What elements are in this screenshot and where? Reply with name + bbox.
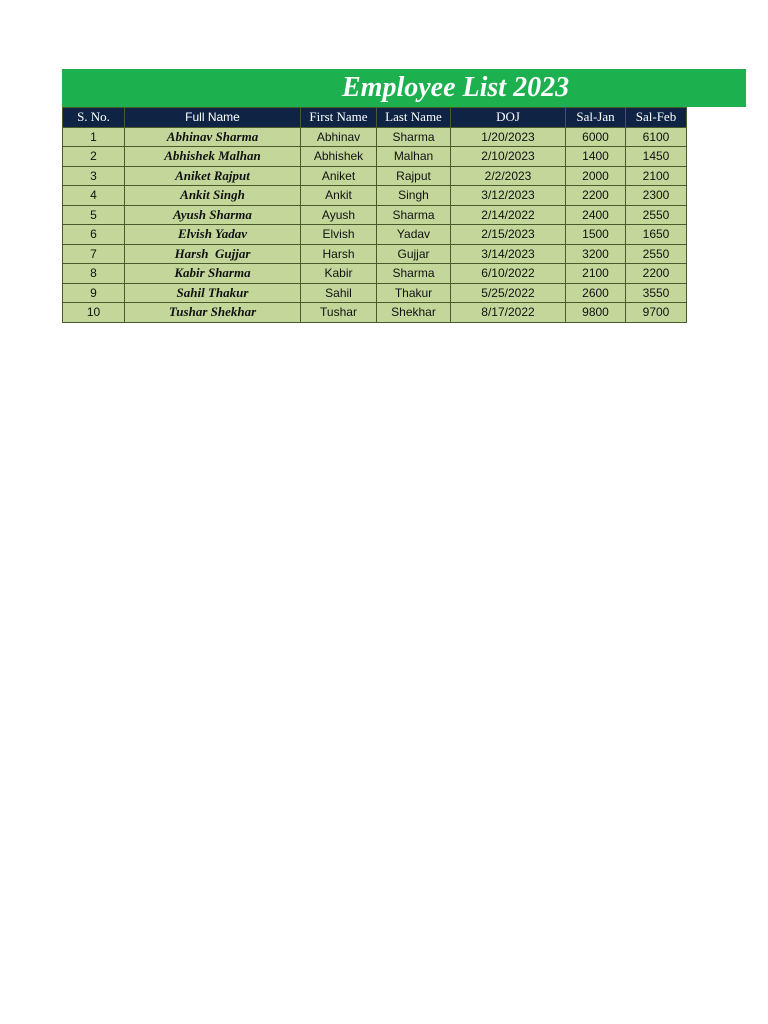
cell-sal-feb[interactable]: 2100 xyxy=(626,166,687,186)
spreadsheet xyxy=(62,69,746,323)
cell-full-name[interactable]: Tushar Shekhar xyxy=(125,303,301,323)
cell-sal-feb[interactable]: 1450 xyxy=(626,147,687,167)
cell-doj[interactable]: 3/12/2023 xyxy=(451,186,566,206)
header-row xyxy=(63,108,687,128)
table-row xyxy=(63,147,687,167)
cell-first-name[interactable]: Tushar xyxy=(301,303,377,323)
cell-full-name[interactable]: Elvish Yadav xyxy=(125,225,301,245)
employee-table xyxy=(62,107,687,323)
cell-full-name[interactable]: Kabir Sharma xyxy=(125,264,301,284)
header-sal-jan[interactable]: Sal-Jan xyxy=(566,108,626,128)
cell-full-name[interactable]: Sahil Thakur xyxy=(125,283,301,303)
cell-sal-feb[interactable]: 9700 xyxy=(626,303,687,323)
header-sno[interactable]: S. No. xyxy=(63,108,125,128)
cell-doj[interactable]: 2/14/2022 xyxy=(451,205,566,225)
cell-doj[interactable]: 3/14/2023 xyxy=(451,244,566,264)
cell-last-name[interactable]: Shekhar xyxy=(377,303,451,323)
cell-last-name[interactable]: Rajput xyxy=(377,166,451,186)
cell-full-name[interactable]: Abhishek Malhan xyxy=(125,147,301,167)
cell-last-name[interactable]: Singh xyxy=(377,186,451,206)
cell-first-name[interactable]: Sahil xyxy=(301,283,377,303)
cell-sno[interactable]: 1 xyxy=(63,127,125,147)
cell-sal-feb[interactable]: 1650 xyxy=(626,225,687,245)
cell-sno[interactable]: 8 xyxy=(63,264,125,284)
cell-doj[interactable]: 2/2/2023 xyxy=(451,166,566,186)
table-row xyxy=(63,127,687,147)
cell-full-name[interactable]: Aniket Rajput xyxy=(125,166,301,186)
cell-sno[interactable]: 4 xyxy=(63,186,125,206)
cell-last-name[interactable]: Gujjar xyxy=(377,244,451,264)
cell-sal-jan[interactable]: 2600 xyxy=(566,283,626,303)
table-row xyxy=(63,283,687,303)
cell-sal-jan[interactable]: 3200 xyxy=(566,244,626,264)
cell-sal-feb[interactable]: 3550 xyxy=(626,283,687,303)
table-row xyxy=(63,166,687,186)
header-sal-feb[interactable]: Sal-Feb xyxy=(626,108,687,128)
cell-full-name[interactable]: Ankit Singh xyxy=(125,186,301,206)
cell-last-name[interactable]: Sharma xyxy=(377,205,451,225)
cell-full-name[interactable]: Harsh Gujjar xyxy=(125,244,301,264)
cell-sno[interactable]: 9 xyxy=(63,283,125,303)
table-row xyxy=(63,205,687,225)
cell-sal-jan[interactable]: 6000 xyxy=(566,127,626,147)
cell-sno[interactable]: 10 xyxy=(63,303,125,323)
cell-first-name[interactable]: Aniket xyxy=(301,166,377,186)
cell-last-name[interactable]: Sharma xyxy=(377,127,451,147)
cell-first-name[interactable]: Abhinav xyxy=(301,127,377,147)
cell-sal-feb[interactable]: 2200 xyxy=(626,264,687,284)
cell-doj[interactable]: 2/15/2023 xyxy=(451,225,566,245)
cell-last-name[interactable]: Sharma xyxy=(377,264,451,284)
table-row xyxy=(63,303,687,323)
cell-sal-feb[interactable]: 2300 xyxy=(626,186,687,206)
cell-full-name[interactable]: Ayush Sharma xyxy=(125,205,301,225)
cell-first-name[interactable]: Kabir xyxy=(301,264,377,284)
header-full-name[interactable]: Full Name xyxy=(125,108,301,128)
cell-sal-jan[interactable]: 1400 xyxy=(566,147,626,167)
table-row xyxy=(63,225,687,245)
table-row xyxy=(63,186,687,206)
cell-sal-feb[interactable]: 6100 xyxy=(626,127,687,147)
cell-sno[interactable]: 6 xyxy=(63,225,125,245)
cell-doj[interactable]: 2/10/2023 xyxy=(451,147,566,167)
cell-first-name[interactable]: Abhishek xyxy=(301,147,377,167)
cell-first-name[interactable]: Elvish xyxy=(301,225,377,245)
cell-sal-feb[interactable]: 2550 xyxy=(626,205,687,225)
cell-sal-jan[interactable]: 9800 xyxy=(566,303,626,323)
cell-doj[interactable]: 5/25/2022 xyxy=(451,283,566,303)
cell-doj[interactable]: 6/10/2022 xyxy=(451,264,566,284)
cell-last-name[interactable]: Malhan xyxy=(377,147,451,167)
cell-first-name[interactable]: Ayush xyxy=(301,205,377,225)
cell-full-name[interactable]: Abhinav Sharma xyxy=(125,127,301,147)
header-first-name[interactable]: First Name xyxy=(301,108,377,128)
table-row xyxy=(63,244,687,264)
cell-sal-feb[interactable]: 2550 xyxy=(626,244,687,264)
cell-last-name[interactable]: Yadav xyxy=(377,225,451,245)
page-title: Employee List 2023 xyxy=(342,72,570,103)
cell-sal-jan[interactable]: 2400 xyxy=(566,205,626,225)
cell-sno[interactable]: 2 xyxy=(63,147,125,167)
cell-first-name[interactable]: Ankit xyxy=(301,186,377,206)
table-row xyxy=(63,264,687,284)
cell-sal-jan[interactable]: 2200 xyxy=(566,186,626,206)
cell-sno[interactable]: 5 xyxy=(63,205,125,225)
cell-doj[interactable]: 8/17/2022 xyxy=(451,303,566,323)
cell-sal-jan[interactable]: 2000 xyxy=(566,166,626,186)
header-last-name[interactable]: Last Name xyxy=(377,108,451,128)
cell-doj[interactable]: 1/20/2023 xyxy=(451,127,566,147)
header-doj[interactable]: DOJ xyxy=(451,108,566,128)
cell-sal-jan[interactable]: 1500 xyxy=(566,225,626,245)
cell-sal-jan[interactable]: 2100 xyxy=(566,264,626,284)
title-bar xyxy=(62,69,746,107)
cell-first-name[interactable]: Harsh xyxy=(301,244,377,264)
cell-sno[interactable]: 7 xyxy=(63,244,125,264)
cell-sno[interactable]: 3 xyxy=(63,166,125,186)
cell-last-name[interactable]: Thakur xyxy=(377,283,451,303)
